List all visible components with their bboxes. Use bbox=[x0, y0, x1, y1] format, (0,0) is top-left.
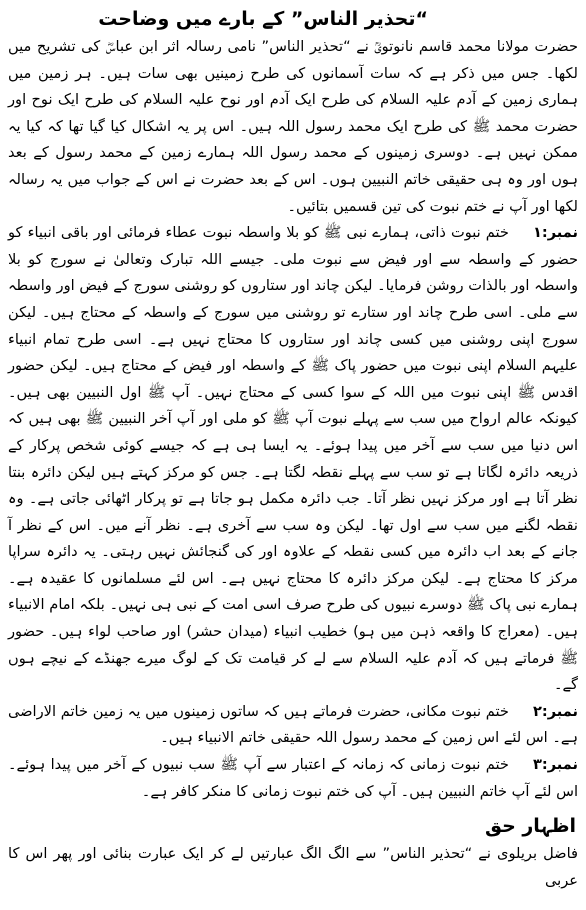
point-one-text: ختم نبوت ذاتی، ہمارے نبی ﷺ کو بلا واسطہ نبوت عطاء فرمائی اور باقی انبیاء کو حضور کے واسطہ سے اور فیض سے نبوت ملی۔ جیسے اللہ تبارک وتعالیٰ نے سورج کو بلا واسطہ اور بالذات روشن فرمایا۔ لیکن چاند اور ستاروں کو روشنی سورج کے فیض اور واسطہ سے ملی۔ اسی طرح چاند اور ستارے تو روشنی میں سورج کے واسطہ کے محتاج ہیں۔ لیکن سورج اپنی روشنی میں کسی چاند اور ستاروں کا محتاج نہیں ہے۔ اسی طرح تمام انبیاء علیہم السلام اپنی نبوت میں حضور پاک ﷺ کے واسطہ اور فیض کے محتاج ہیں۔ لیکن حضور اقدس ﷺ اپنی نبوت میں اللہ کے سوا کسی کے محتاج نہیں۔ آپ ﷺ اول النبیین بھی ہیں۔ کیونکہ عالم ارواح میں سب سے پہلے نبوت آپ ﷺ کو ملی اور آپ آخر النبیین ﷺ بھی ہیں کہ اس دنیا میں سب سے آخر میں پیدا ہوئے۔ یہ ایسا ہی ہے کہ جیسے کوئی شخص پرکار کے ذریعہ دائرہ لگاتا ہے تو سب سے پہلے نقطہ لگتا ہے۔ جس کو مرکز کہتے ہیں لیکن دائرہ بنتا نظر آتا ہے اور مرکز نہیں نظر آتا۔ جب دائرہ مکمل ہو جاتا ہے تو پرکار اٹھائی جاتی ہے۔ وہ نقطہ لگنے میں سب سے اول تھا۔ لیکن وہ سب سے آخری ہے۔ نظر آنے میں۔ اس کے نظر آ جانے کے بعد اب دائرہ میں کسی نقطہ کے علاوہ اور کی گنجائش نہیں رہتی۔ یہ دائرہ سراپا مرکز کا محتاج ہے۔ لیکن مرکز دائرہ کا محتاج نہیں ہے۔ اس لئے مسلمانوں کا عقیدہ ہے۔ ہمارے نبی پاک ﷺ دوسرے نبیوں کی طرح صرف اسی امت کے نبی ہی نہیں۔ بلکہ امام الانبیاء ہیں۔ (معراج کا واقعہ ذہن میں ہو) خطیب انبیاء (میدان حشر) اور صاحب لواء ہیں۔ حضور ﷺ فرماتے ہیں کہ آدم علیہ السلام سے لے کر قیامت تک کے لوگ میرے جھنڈے کے نیچے ہوں گے۔ bbox=[8, 224, 578, 694]
point-one-label: نمبر:۱ bbox=[532, 224, 578, 242]
point-three-text: ختم نبوت زمانی کہ زمانہ کے اعتبار سے آپ ﷺ سب نبیوں کے آخر میں پیدا ہوئے۔ اس لئے آپ خاتم النبیین ہیں۔ آپ کی ختم نبوت زمانی کا منکر کافر ہے۔ bbox=[8, 756, 578, 800]
section-heading-clarification: “تحذیر الناس” کے بارے میں وضاحت bbox=[98, 8, 428, 30]
point-three-label: نمبر:۳ bbox=[532, 756, 578, 774]
point-one-paragraph bbox=[8, 220, 578, 699]
point-three-paragraph bbox=[8, 752, 578, 805]
intro-paragraph: حضرت مولانا محمد قاسم نانوتویؒ نے “تحذیر الناس” نامی رسالہ اثر ابن عباسؓ کی تشریح میں لکھا۔ جس میں ذکر ہے کہ سات آسمانوں کی طرح زمینیں بھی سات ہیں۔ ہر زمین میں ہماری زمین کے آدم علیہ السلام کی طرح ایک آدم اور نوح علیہ السلام کی طرح ایک نوح اور حضرت محمد ﷺ کی طرح ایک محمد رسول اللہ ہیں۔ اس پر یہ اشکال کیا گیا تھا کہ کیا یہ ممکن نہیں ہے۔ دوسری زمینوں کے محمد رسول اللہ ہمارے زمین کے محمد رسول کے بعد ہوں اور وہ ہی حقیقی خاتم النبیین ہوں۔ اس کے بعد حضرت نے اس کے جواب میں یہ رسالہ لکھا اور آپ نے ختم نبوت کی تین قسمیں بتائیں۔ bbox=[8, 38, 578, 215]
point-two-text: ختم نبوت مکانی، حضرت فرماتے ہیں کہ ساتوں زمینوں میں یہ زمین خاتم الاراضی ہے۔ اس لئے اس زمین کے محمد رسول اللہ حقیقی خاتم الانبیاء ہیں۔ bbox=[8, 702, 578, 747]
point-two-paragraph bbox=[8, 699, 578, 752]
point-two-label: نمبر:۲ bbox=[532, 702, 578, 720]
closing-paragraph: فاضل بریلوی نے “تحذیر الناس” سے الگ الگ عبارتیں لے کر ایک عبارت بنائی اور پھر اس کا عربی bbox=[8, 845, 578, 889]
section-heading-izhar-e-haq: اظہار حق bbox=[484, 815, 576, 838]
